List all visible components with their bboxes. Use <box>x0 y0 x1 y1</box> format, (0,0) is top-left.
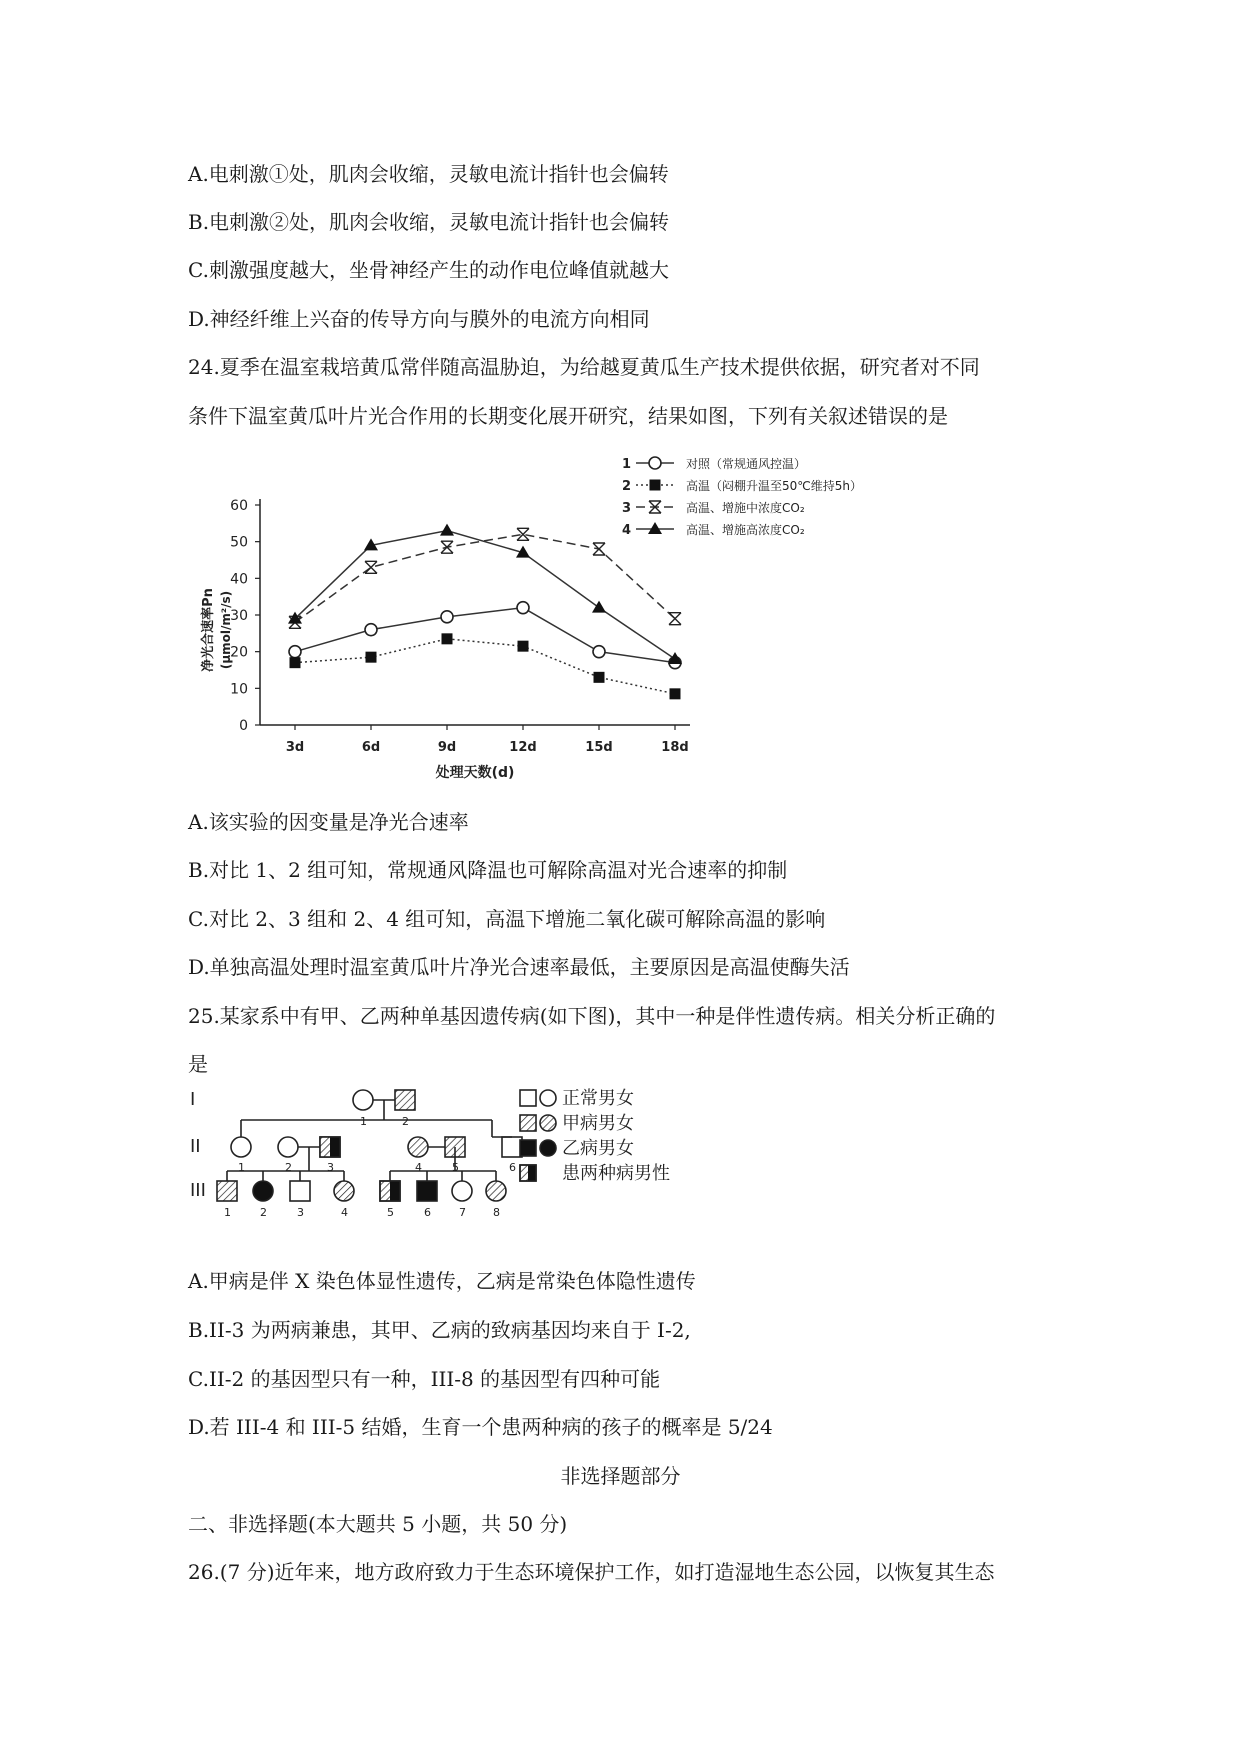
legend-label: 高温、增施高浓度CO₂ <box>686 523 805 537</box>
pedigree-gen-III: III <box>190 1180 206 1201</box>
x-tick-label: 15d <box>585 740 613 755</box>
pedigree-num: 2 <box>260 1206 267 1219</box>
pedigree-II-2-female <box>278 1137 298 1157</box>
pedigree-num: 1 <box>238 1161 245 1174</box>
pedigree-num: 5 <box>387 1206 394 1219</box>
series-line-4 <box>295 531 675 659</box>
pedigree-III-3-male <box>290 1181 310 1201</box>
pedigree-gen-II: II <box>190 1136 201 1157</box>
q23-option-a: A.电刺激①处，肌肉会收缩，灵敏电流计指针也会偏转 <box>188 162 669 186</box>
q23-option-c: C.刺激强度越大，坐骨神经产生的动作电位峰值就越大 <box>188 258 669 282</box>
legend-yi-label: 乙病男女 <box>562 1138 634 1159</box>
pedigree-num: 2 <box>285 1161 292 1174</box>
legend-label: 高温（闷棚升温至50℃维持5h） <box>686 479 862 493</box>
legend-normal-label: 正常男女 <box>562 1088 634 1109</box>
data-point-s1 <box>289 646 301 658</box>
pedigree-I-1-female <box>353 1090 373 1110</box>
q26-line1: 26.(7 分)近年来，地方政府致力于生态环境保护工作，如打造湿地生态公园，以恢复其生态 <box>188 1560 995 1584</box>
legend-normal-female-icon <box>540 1090 556 1106</box>
series-line-1 <box>295 608 675 663</box>
legend-normal-male-icon <box>520 1090 536 1106</box>
pedigree-III-1-male-jia <box>217 1181 237 1201</box>
data-point-s1 <box>365 624 377 636</box>
series-line-3 <box>295 534 675 622</box>
pedigree-III-8-female-jia <box>486 1181 506 1201</box>
pedigree-num: 4 <box>341 1206 348 1219</box>
q25-option-b: B.II-3 为两病兼患，其甲、乙病的致病基因均来自于 I-2, <box>188 1318 691 1342</box>
legend-item-3 <box>622 500 805 516</box>
pedigree-III-4-female-jia <box>334 1181 354 1201</box>
pedigree-diagram <box>190 1085 790 1255</box>
pedigree-num: 7 <box>459 1206 466 1219</box>
pedigree-num: 4 <box>415 1161 422 1174</box>
q24-option-a: A.该实验的因变量是净光合速率 <box>188 810 469 834</box>
legend-jia-label: 甲病男女 <box>562 1113 634 1134</box>
legend-jia-female-icon <box>540 1115 556 1131</box>
data-point-s3 <box>365 561 377 573</box>
legend-marker <box>650 480 661 491</box>
data-point-s3 <box>669 613 681 625</box>
pedigree-III-7-female <box>452 1181 472 1201</box>
pedigree-num: 1 <box>224 1206 231 1219</box>
x-tick-label: 18d <box>661 740 689 755</box>
pedigree-num: 5 <box>452 1161 459 1174</box>
q24-option-c: C.对比 2、3 组和 2、4 组可知，高温下增施二氧化碳可解除高温的影响 <box>188 907 826 931</box>
data-point-s1 <box>441 611 453 623</box>
legend-number: 4 <box>622 523 632 538</box>
q23-option-b: B.电刺激②处，肌肉会收缩，灵敏电流计指针也会偏转 <box>188 210 670 234</box>
series-3 <box>289 528 681 628</box>
x-tick-label: 6d <box>361 740 381 755</box>
y-tick-label: 10 <box>230 681 248 698</box>
y-tick-label: 0 <box>239 718 248 734</box>
x-tick-label: 12d <box>509 740 537 755</box>
pedigree-gen-I: I <box>190 1089 196 1110</box>
legend-jia-male-icon <box>520 1115 536 1131</box>
data-point-s4 <box>440 524 454 536</box>
pedigree-num: 2 <box>402 1115 409 1128</box>
legend-label: 对照（常规通风控温） <box>686 457 807 471</box>
data-point-s4 <box>592 601 606 613</box>
legend-item-1 <box>622 456 806 472</box>
legend-label: 高温、增施中浓度CO₂ <box>686 501 805 515</box>
legend-marker <box>649 457 661 469</box>
series-1 <box>289 602 681 669</box>
pedigree-num: 6 <box>509 1161 516 1174</box>
section-heading: 二、非选择题(本大题共 5 小题，共 50 分) <box>188 1512 568 1536</box>
pedigree-num: 3 <box>327 1161 334 1174</box>
y-tick-label: 20 <box>230 644 248 661</box>
pedigree-II-1-female <box>231 1137 251 1157</box>
pedigree-num: 3 <box>297 1206 304 1219</box>
q25-stem-line1: 25.某家系中有甲、乙两种单基因遗传病(如下图)，其中一种是伴性遗传病。相关分析正确的 <box>188 1004 996 1028</box>
y-tick-label: 60 <box>230 498 248 514</box>
data-point-s2 <box>366 652 377 663</box>
section-title: 非选择题部分 <box>560 1464 681 1488</box>
series-line-2 <box>295 639 675 694</box>
legend-number: 2 <box>622 479 632 494</box>
q25-option-a: A.甲病是伴 X 染色体显性遗传，乙病是常染色体隐性遗传 <box>188 1269 696 1293</box>
y-axis-label: 净光合速率Pn <box>201 588 216 672</box>
data-point-s1 <box>593 646 605 658</box>
legend-number: 1 <box>622 457 632 472</box>
pedigree-num: 6 <box>424 1206 431 1219</box>
photosynthesis-chart <box>190 440 970 790</box>
q24-option-b: B.对比 1、2 组可知，常规通风降温也可解除高温对光合速率的抑制 <box>188 858 788 882</box>
data-point-s2 <box>518 641 529 652</box>
pedigree-II-4-female-jia <box>408 1137 428 1157</box>
y-tick-label: 40 <box>230 571 248 588</box>
series-4 <box>288 524 682 664</box>
y-tick-label: 50 <box>230 534 248 551</box>
legend-number: 3 <box>622 501 632 516</box>
x-tick-label: 9d <box>437 740 457 755</box>
x-tick-label: 3d <box>285 740 305 755</box>
q25-option-d: D.若 III-4 和 III-5 结婚，生育一个患两种病的孩子的概率是 5/24 <box>188 1415 773 1439</box>
pedigree-I-2-male-jia <box>395 1090 415 1110</box>
data-point-s2 <box>290 657 301 668</box>
legend-yi-female-icon <box>540 1140 556 1156</box>
q24-stem-line2: 条件下温室黄瓜叶片光合作用的长期变化展开研究，结果如图，下列有关叙述错误的是 <box>188 404 948 428</box>
x-axis-label: 处理天数(d) <box>435 765 515 781</box>
q25-stem-line2: 是 <box>188 1052 208 1076</box>
legend-both-label: 患两种病男性 <box>562 1163 670 1184</box>
q23-option-d: D.神经纤维上兴奋的传导方向与膜外的电流方向相同 <box>188 307 650 331</box>
q25-option-c: C.II-2 的基因型只有一种，III-8 的基因型有四种可能 <box>188 1367 661 1391</box>
legend-yi-male-icon <box>520 1140 536 1156</box>
pedigree-III-2-female-yi <box>253 1181 273 1201</box>
q24-option-d: D.单独高温处理时温室黄瓜叶片净光合速率最低，主要原因是高温使酶失活 <box>188 955 850 979</box>
data-point-s2 <box>442 633 453 644</box>
pedigree-num: 1 <box>360 1115 367 1128</box>
y-axis-unit-label: (μmol/m²/s) <box>219 590 233 670</box>
y-tick-label: 30 <box>230 608 248 624</box>
q24-stem-line1: 24.夏季在温室栽培黄瓜常伴随高温胁迫，为给越夏黄瓜生产技术提供依据，研究者对不同 <box>188 355 980 379</box>
data-point-s2 <box>594 672 605 683</box>
series-2 <box>290 633 681 699</box>
legend-marker <box>648 522 662 534</box>
pedigree-III-6-male-yi <box>417 1181 437 1201</box>
legend-item-4 <box>622 522 805 538</box>
legend-item-2 <box>622 478 862 494</box>
data-point-s1 <box>517 602 529 614</box>
pedigree-num: 8 <box>493 1206 500 1219</box>
data-point-s2 <box>670 688 681 699</box>
pedigree-II-6-male <box>502 1137 522 1157</box>
data-point-s3 <box>593 543 605 555</box>
